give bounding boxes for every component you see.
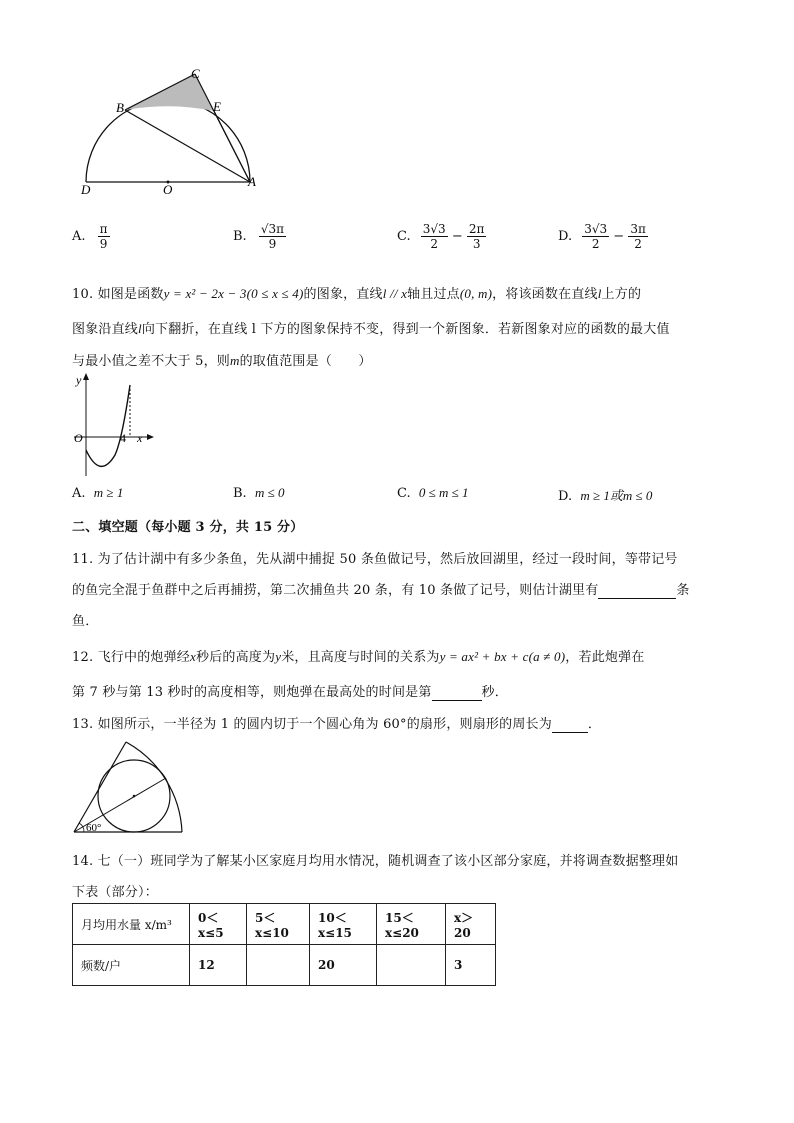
angle-label: 60°: [86, 822, 102, 834]
label-C: C: [191, 66, 200, 81]
section2-title: 二、填空题（每小题 3 分，共 15 分）: [72, 520, 304, 535]
q11-answer-blank[interactable]: [598, 583, 676, 599]
q13-answer-blank[interactable]: [552, 717, 588, 733]
q10-option-d[interactable]: D. m ≥ 1或m ≤ 0: [558, 488, 653, 504]
label-O: O: [163, 182, 173, 197]
q14-table: [72, 903, 496, 986]
q10-line3: 与最小值之差不大于 5，则m的取值范围是（ ）: [72, 353, 372, 369]
q10-line1: 10. 如图是函数y = x² − 2x − 3(0 ≤ x ≤ 4)的图象，直线l // x轴且过点(0, m)，将该函数在直线l上方的: [72, 286, 642, 302]
table-header-cell: 10＜x≤15: [310, 904, 377, 945]
label-A: A: [248, 174, 256, 189]
q10-graph: [70, 370, 160, 480]
label-B: B: [116, 100, 124, 115]
q12-answer-blank[interactable]: [432, 685, 482, 701]
table-cell: 频数/户: [73, 945, 190, 986]
q9-figure: [70, 62, 270, 202]
q14-line1: 14. 七（一）班同学为了解某小区家庭月均用水情况，随机调查了该小区部分家庭，并将调查数据整理如: [72, 854, 679, 869]
graph-o: O: [74, 431, 83, 445]
graph-y: y: [76, 373, 82, 387]
table-header-cell: 月均用水量 x/m³: [73, 904, 190, 945]
table-row: [73, 945, 496, 986]
q9-option-b[interactable]: B. $\frac{√3\pi}{9}$: [233, 222, 284, 251]
q9-option-c[interactable]: C. $\frac{3√3}{2}$ − $\frac{2\pi}{3}$: [397, 222, 485, 251]
table-cell: 12: [190, 945, 247, 986]
table-header-cell: 15＜x≤20: [377, 904, 446, 945]
q12-line1: 12. 飞行中的炮弹经x秒后的高度为y米，且高度与时间的关系为y = ax² + bx + c(a ≠ 0)，若此炮弹在: [72, 649, 645, 665]
table-header-row: [73, 904, 496, 945]
q11-line2: 的鱼完全混于鱼群中之后再捕捞，第二次捕鱼共 20 条，有 10 条做了记号，则估计湖里有 条: [72, 583, 690, 598]
table-cell: 20: [310, 945, 377, 986]
q12-line2: 第 7 秒与第 13 秒时的高度相等，则炮弹在最高处的时间是第 秒．: [72, 685, 508, 700]
q10-line2: 图象沿直线l向下翻折，在直线 l 下方的图象保持不变，得到一个新图象．若新图象对应的函数的最大值: [72, 321, 670, 337]
graph-4: 4: [120, 431, 126, 445]
q11-line3: 鱼．: [72, 614, 99, 629]
q9-option-a[interactable]: A. $\frac{\pi}{9}$: [72, 222, 108, 251]
label-E: E: [213, 99, 221, 114]
table-cell: [247, 945, 310, 986]
q13-figure: [70, 738, 190, 838]
table-header-cell: 5＜x≤10: [247, 904, 310, 945]
table-cell: 3: [446, 945, 496, 986]
q10-option-c[interactable]: C. 0 ≤ m ≤ 1: [397, 485, 469, 501]
table-header-cell: 0＜x≤5: [190, 904, 247, 945]
label-D: D: [81, 182, 91, 197]
q10-option-b[interactable]: B. m ≤ 0: [233, 485, 285, 501]
q11-line1: 11. 为了估计湖中有多少条鱼，先从湖中捕捉 50 条鱼做记号，然后放回湖里，经过一段时间，等带记号: [72, 552, 678, 567]
q13-line: 13. 如图所示，一半径为 1 的圆内切于一个圆心角为 60°的扇形，则扇形的周长为 ．: [72, 717, 602, 732]
q9-option-d[interactable]: D. $\frac{3√3}{2}$ − $\frac{3\pi}{2}$: [558, 222, 646, 251]
graph-x: x: [137, 431, 143, 445]
table-header-cell: x＞20: [446, 904, 496, 945]
table-cell: [377, 945, 446, 986]
q10-option-a[interactable]: A. m ≥ 1: [72, 485, 124, 501]
q14-line2: 下表（部分）：: [72, 885, 158, 900]
